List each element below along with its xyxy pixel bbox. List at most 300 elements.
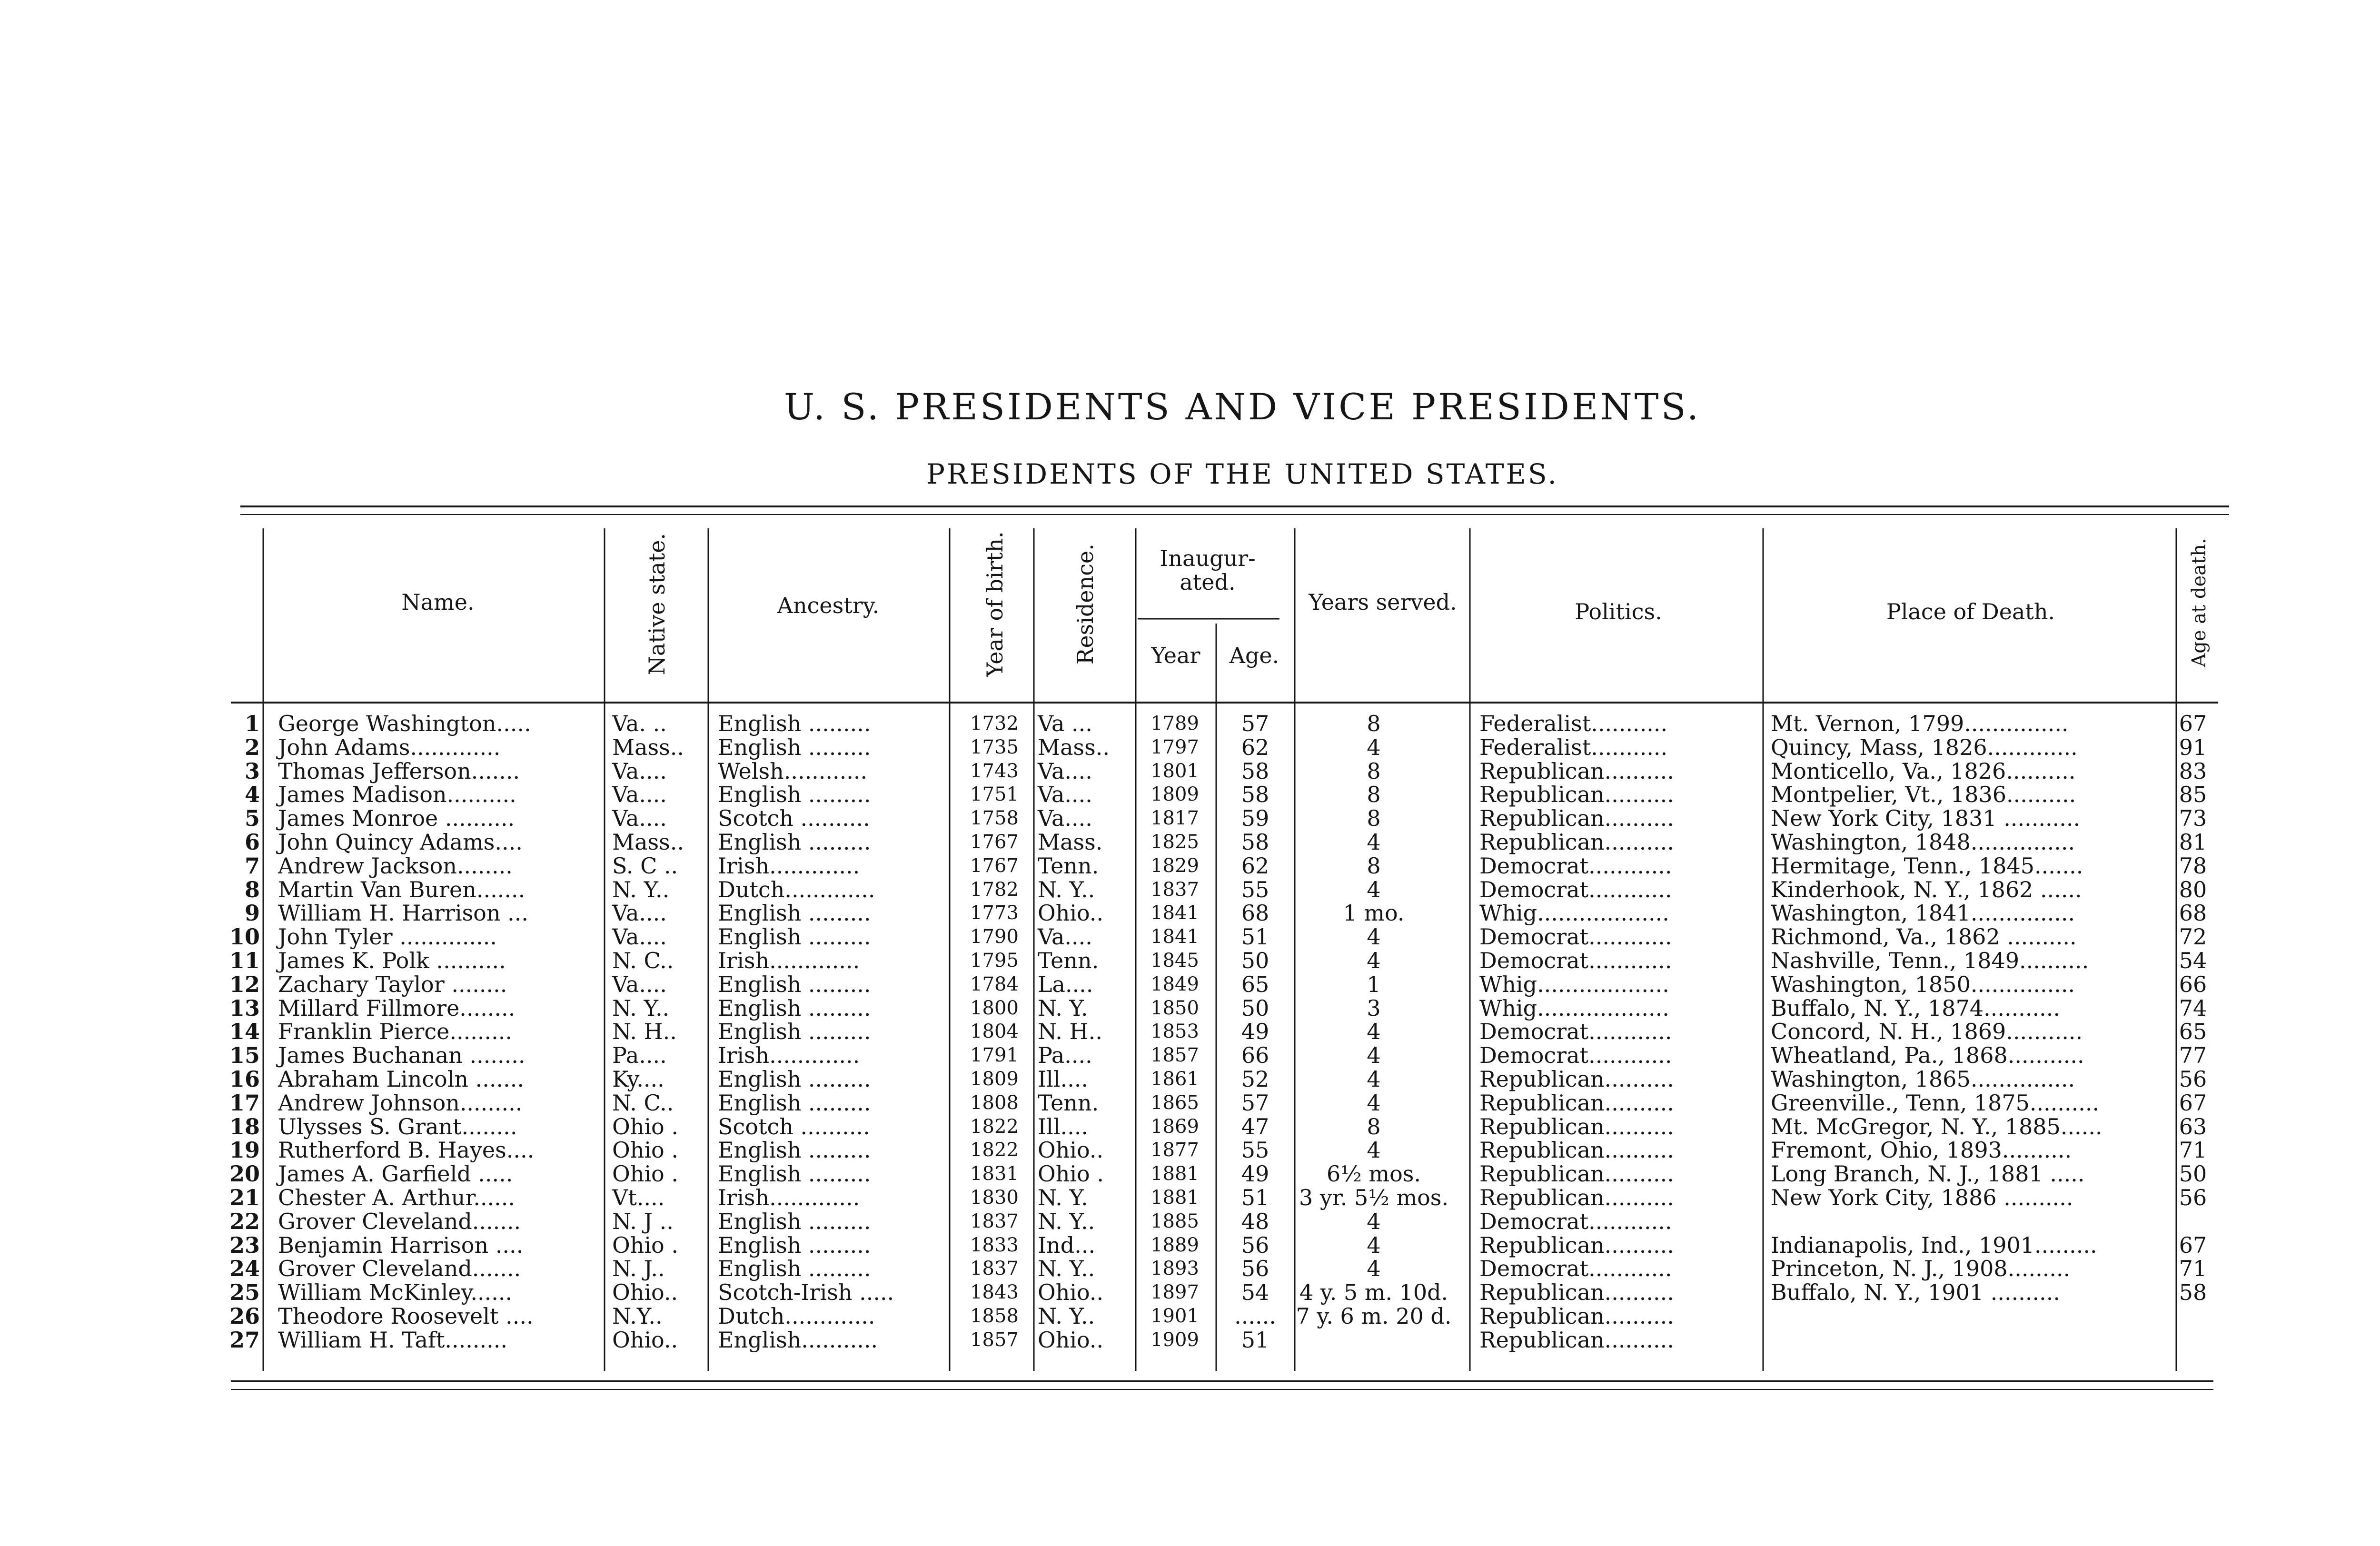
inaugurated-year: 1861 <box>1150 1068 1199 1090</box>
row-number: 15 <box>229 1042 260 1069</box>
age-at-death: 58 <box>2179 1279 2207 1306</box>
row-number: 11 <box>229 947 260 973</box>
inaugurated-age: 58 <box>1241 782 1269 808</box>
table-row <box>0 1234 2380 1258</box>
politics: Republican.......... <box>1479 1303 1674 1329</box>
politics: Republican.......... <box>1479 1137 1674 1163</box>
year-of-birth: 1822 <box>970 1139 1019 1161</box>
inaugurated-year: 1809 <box>1150 783 1199 806</box>
ancestry: Welsh............ <box>718 758 868 784</box>
ancestry: English ......... <box>718 1090 871 1116</box>
years-served: 4 <box>1367 1137 1381 1163</box>
politics: Democrat............ <box>1479 947 1672 973</box>
years-served: 4 <box>1367 924 1381 950</box>
president-name: James A. Garfield ..... <box>278 1161 513 1187</box>
table-row <box>0 1020 2380 1044</box>
years-served: 7 y. 6 m. 20 d. <box>1296 1303 1452 1329</box>
residence: Mass. <box>1038 829 1103 855</box>
residence: Va.... <box>1038 758 1092 784</box>
inaugurated-year: 1869 <box>1150 1115 1199 1138</box>
row-number: 13 <box>229 995 260 1021</box>
politics: Democrat............ <box>1479 1042 1672 1069</box>
header-year-of-birth: Year of birth. <box>982 531 1008 677</box>
inaugurated-year: 1849 <box>1150 973 1199 995</box>
inaugurated-age: 57 <box>1241 1090 1269 1116</box>
place-of-death: Long Branch, N. J., 1881 ..... <box>1771 1161 2085 1187</box>
age-at-death: 74 <box>2179 995 2207 1021</box>
president-name: James Madison.......... <box>278 782 516 808</box>
age-at-death: 71 <box>2179 1256 2207 1282</box>
year-of-birth: 1767 <box>970 854 1019 877</box>
native-state: N. C.. <box>612 1090 674 1116</box>
president-name: Grover Cleveland....... <box>278 1208 521 1234</box>
place-of-death: Montpelier, Vt., 1836.......... <box>1771 782 2076 808</box>
table-row <box>0 949 2380 973</box>
ancestry: English ......... <box>718 971 871 997</box>
native-state: Va.... <box>612 758 667 784</box>
year-of-birth: 1767 <box>970 831 1019 853</box>
years-served: 8 <box>1367 805 1381 832</box>
age-at-death: 54 <box>2179 947 2207 973</box>
residence: N. Y.. <box>1038 1208 1095 1234</box>
age-at-death: 66 <box>2179 971 2207 997</box>
age-at-death: 80 <box>2179 876 2207 902</box>
years-served: 4 <box>1367 1090 1381 1116</box>
president-name: James Monroe .......... <box>278 805 515 832</box>
header-inaugurated: Inaugur-ated. <box>1160 545 1256 595</box>
politics: Republican.......... <box>1479 1327 1674 1353</box>
politics: Republican.......... <box>1479 805 1674 832</box>
ancestry: English ......... <box>718 1019 871 1045</box>
ancestry: English ......... <box>718 1256 871 1282</box>
residence: N. Y. <box>1038 1184 1088 1210</box>
inaugurated-year: 1837 <box>1150 878 1199 901</box>
years-served: 1 <box>1367 971 1381 997</box>
year-of-birth: 1831 <box>970 1163 1019 1185</box>
years-served: 4 <box>1367 734 1381 760</box>
residence: N. H.. <box>1038 1019 1102 1045</box>
inaugurated-year: 1909 <box>1150 1328 1199 1351</box>
year-of-birth: 1809 <box>970 1068 1019 1090</box>
years-served: 4 <box>1367 1256 1381 1282</box>
ancestry: English ......... <box>718 711 871 736</box>
president-name: Ulysses S. Grant........ <box>278 1113 517 1140</box>
year-of-birth: 1773 <box>970 902 1019 924</box>
year-of-birth: 1857 <box>970 1328 1019 1351</box>
place-of-death: Quincy, Mass, 1826............. <box>1771 734 2078 760</box>
header-name: Name. <box>401 589 475 615</box>
inaugurated-age: 68 <box>1241 900 1269 926</box>
year-of-birth: 1795 <box>970 949 1019 971</box>
native-state: N. C.. <box>612 947 674 973</box>
president-name: Andrew Jackson........ <box>278 852 513 879</box>
row-number: 26 <box>229 1303 260 1329</box>
age-at-death: 71 <box>2179 1137 2207 1163</box>
politics: Republican.......... <box>1479 1232 1674 1258</box>
year-of-birth: 1808 <box>970 1091 1019 1114</box>
place-of-death: Greenville., Tenn, 1875.......... <box>1771 1090 2100 1116</box>
native-state: Va.... <box>612 805 667 832</box>
native-state: N. J .. <box>612 1208 674 1234</box>
inaugurated-year: 1897 <box>1150 1281 1199 1304</box>
table-row <box>0 1210 2380 1234</box>
president-name: James K. Polk .......... <box>278 947 506 973</box>
native-state: Pa.... <box>612 1042 667 1069</box>
inaugurated-year: 1841 <box>1150 902 1199 924</box>
inaugurated-year: 1817 <box>1150 807 1199 830</box>
years-served: 1 mo. <box>1343 900 1405 926</box>
residence: Ind... <box>1038 1232 1096 1258</box>
row-number: 25 <box>229 1279 260 1306</box>
president-name: Andrew Johnson......... <box>278 1090 523 1116</box>
residence: N. Y. <box>1038 995 1088 1021</box>
ancestry: English ......... <box>718 782 871 808</box>
president-name: Thomas Jefferson....... <box>278 758 520 784</box>
politics: Republican.......... <box>1479 1161 1674 1187</box>
inaugurated-age: 62 <box>1241 734 1269 760</box>
age-at-death: 67 <box>2179 711 2207 736</box>
native-state: N.Y.. <box>612 1303 663 1329</box>
inaugurated-age: 62 <box>1241 852 1269 879</box>
years-served: 4 <box>1367 1019 1381 1045</box>
table-title: PRESIDENTS OF THE UNITED STATES. <box>926 458 1558 490</box>
politics: Whig................... <box>1479 995 1669 1021</box>
native-state: N. H.. <box>612 1019 677 1045</box>
inaugurated-age: 50 <box>1241 947 1269 973</box>
row-number: 14 <box>229 1019 260 1045</box>
inaugurated-age: 55 <box>1241 876 1269 902</box>
years-served: 8 <box>1367 1113 1381 1140</box>
place-of-death: Buffalo, N. Y., 1901 .......... <box>1771 1279 2060 1306</box>
place-of-death: Washington, 1865............... <box>1771 1066 2075 1092</box>
president-name: Grover Cleveland....... <box>278 1256 521 1282</box>
age-at-death: 56 <box>2179 1184 2207 1210</box>
inaugurated-age: ...... <box>1234 1303 1276 1329</box>
row-number: 9 <box>244 900 260 926</box>
native-state: Mass.. <box>612 829 684 855</box>
table-row <box>0 807 2380 831</box>
ancestry: English ......... <box>718 995 871 1021</box>
table-row <box>0 854 2380 878</box>
year-of-birth: 1837 <box>970 1258 1019 1280</box>
politics: Whig................... <box>1479 900 1669 926</box>
native-state: N. Y.. <box>612 995 670 1021</box>
president-name: Theodore Roosevelt .... <box>278 1303 534 1329</box>
year-of-birth: 1833 <box>970 1234 1019 1256</box>
row-number: 3 <box>244 758 260 784</box>
residence: Ohio.. <box>1038 900 1104 926</box>
native-state: Ohio . <box>612 1137 678 1163</box>
politics: Democrat............ <box>1479 852 1672 879</box>
age-at-death: 67 <box>2179 1232 2207 1258</box>
row-number: 6 <box>244 829 260 855</box>
inaugurated-age: 55 <box>1241 1137 1269 1163</box>
row-number: 5 <box>244 805 260 832</box>
table-row <box>0 1091 2380 1115</box>
header-politics: Politics. <box>1575 599 1662 624</box>
header-inaug-year: Year <box>1151 643 1200 668</box>
years-served: 4 <box>1367 1208 1381 1234</box>
inaugurated-age: 49 <box>1241 1161 1269 1187</box>
inaugurated-age: 51 <box>1241 1184 1269 1210</box>
inaugurated-age: 59 <box>1241 805 1269 832</box>
table-row <box>0 925 2380 949</box>
place-of-death: Buffalo, N. Y., 1874........... <box>1771 995 2060 1021</box>
inaugurated-age: 54 <box>1241 1279 1269 1306</box>
row-number: 17 <box>229 1090 260 1116</box>
place-of-death: Indianapolis, Ind., 1901......... <box>1771 1232 2097 1258</box>
politics: Republican.......... <box>1479 782 1674 808</box>
age-at-death: 72 <box>2179 924 2207 950</box>
presidents-table-body <box>0 712 2380 1352</box>
age-at-death: 68 <box>2179 900 2207 926</box>
inaugurated-age: 50 <box>1241 995 1269 1021</box>
inaugurated-year: 1889 <box>1150 1234 1199 1256</box>
politics: Republican.......... <box>1479 829 1674 855</box>
age-at-death: 56 <box>2179 1066 2207 1092</box>
age-at-death: 65 <box>2179 1019 2207 1045</box>
row-number: 20 <box>229 1161 260 1187</box>
ancestry: English ......... <box>718 734 871 760</box>
president-name: John Adams............. <box>278 734 501 760</box>
row-number: 16 <box>229 1066 260 1092</box>
president-name: John Quincy Adams.... <box>278 829 523 855</box>
table-row <box>0 1044 2380 1068</box>
inaugurated-age: 58 <box>1241 829 1269 855</box>
residence: Mass.. <box>1038 734 1110 760</box>
residence: Ohio.. <box>1038 1137 1104 1163</box>
ancestry: English........... <box>718 1327 878 1353</box>
header-ancestry: Ancestry. <box>777 593 880 618</box>
residence: N. Y.. <box>1038 1303 1095 1329</box>
residence: Ill.... <box>1038 1113 1089 1140</box>
table-row <box>0 1068 2380 1091</box>
native-state: Ohio . <box>612 1232 678 1258</box>
ancestry: English ......... <box>718 829 871 855</box>
ancestry: English ......... <box>718 900 871 926</box>
year-of-birth: 1782 <box>970 878 1019 901</box>
inaugurated-year: 1881 <box>1150 1186 1199 1209</box>
residence: Ohio.. <box>1038 1279 1104 1306</box>
inaugurated-year: 1885 <box>1150 1210 1199 1232</box>
place-of-death: Kinderhook, N. Y., 1862 ...... <box>1771 876 2082 902</box>
residence: Ohio . <box>1038 1161 1104 1187</box>
row-number: 4 <box>244 782 260 808</box>
years-served: 4 y. 5 m. 10d. <box>1299 1279 1448 1306</box>
inaugurated-year: 1841 <box>1150 926 1199 948</box>
years-served: 4 <box>1367 1232 1381 1258</box>
age-at-death: 77 <box>2179 1042 2207 1069</box>
year-of-birth: 1732 <box>970 713 1019 734</box>
inaugurated-age: 65 <box>1241 971 1269 997</box>
residence: Tenn. <box>1038 852 1099 879</box>
ancestry: Scotch .......... <box>718 1113 870 1140</box>
year-of-birth: 1791 <box>970 1044 1019 1067</box>
row-number: 23 <box>229 1232 260 1258</box>
table-row <box>0 1115 2380 1139</box>
age-at-death: 83 <box>2179 758 2207 784</box>
president-name: George Washington..... <box>278 711 531 736</box>
years-served: 8 <box>1367 852 1381 879</box>
table-row <box>0 1281 2380 1305</box>
age-at-death: 50 <box>2179 1161 2207 1187</box>
age-at-death: 67 <box>2179 1090 2207 1116</box>
residence: N. Y.. <box>1038 876 1095 902</box>
year-of-birth: 1784 <box>970 973 1019 995</box>
header-place-of-death: Place of Death. <box>1886 599 2055 624</box>
residence: N. Y.. <box>1038 1256 1095 1282</box>
row-number: 7 <box>244 852 260 879</box>
residence: Ohio.. <box>1038 1327 1104 1353</box>
years-served: 8 <box>1367 758 1381 784</box>
inaugurated-year: 1850 <box>1150 997 1199 1019</box>
years-served: 4 <box>1367 876 1381 902</box>
residence: Va.... <box>1038 805 1092 832</box>
inaugurated-age: 58 <box>1241 758 1269 784</box>
residence: Tenn. <box>1038 947 1099 973</box>
table-row <box>0 1305 2380 1328</box>
politics: Democrat............ <box>1479 1019 1672 1045</box>
inaugurated-age: 47 <box>1241 1113 1269 1140</box>
politics: Republican.......... <box>1479 1066 1674 1092</box>
inaugurated-age: 56 <box>1241 1232 1269 1258</box>
year-of-birth: 1790 <box>970 926 1019 948</box>
place-of-death: Princeton, N. J., 1908......... <box>1771 1256 2071 1282</box>
table-row <box>0 831 2380 854</box>
years-served: 4 <box>1367 947 1381 973</box>
inaugurated-age: 57 <box>1241 711 1269 736</box>
table-row <box>0 1162 2380 1186</box>
inaugurated-year: 1853 <box>1150 1021 1199 1043</box>
native-state: N. J.. <box>612 1256 665 1282</box>
age-at-death: 81 <box>2179 829 2207 855</box>
table-row <box>0 902 2380 925</box>
inaugurated-year: 1829 <box>1150 854 1199 877</box>
ancestry: English ......... <box>718 1208 871 1234</box>
ancestry: Irish............. <box>718 1042 860 1069</box>
row-number: 21 <box>229 1184 260 1210</box>
place-of-death: Fremont, Ohio, 1893.......... <box>1771 1137 2072 1163</box>
politics: Democrat............ <box>1479 924 1672 950</box>
president-name: William H. Taft......... <box>278 1327 507 1353</box>
residence: Va.... <box>1038 924 1092 950</box>
place-of-death: Wheatland, Pa., 1868........... <box>1771 1042 2084 1069</box>
residence: Va ... <box>1038 711 1092 736</box>
president-name: James Buchanan ........ <box>278 1042 526 1069</box>
ancestry: Scotch-Irish ..... <box>718 1279 894 1306</box>
politics: Federalist........... <box>1479 711 1668 736</box>
politics: Democrat............ <box>1479 876 1672 902</box>
table-row <box>0 878 2380 902</box>
residence: Va.... <box>1038 782 1092 808</box>
inaugurated-year: 1797 <box>1150 736 1199 758</box>
place-of-death: New York City, 1831 ........... <box>1771 805 2081 832</box>
inaugurated-year: 1893 <box>1150 1258 1199 1280</box>
years-served: 4 <box>1367 1042 1381 1069</box>
inaugurated-age: 56 <box>1241 1256 1269 1282</box>
ancestry: English ......... <box>718 1066 871 1092</box>
place-of-death: New York City, 1886 .......... <box>1771 1184 2073 1210</box>
president-name: Zachary Taylor ........ <box>278 971 507 997</box>
header-years-served: Years served. <box>1309 589 1457 615</box>
native-state: Ky.... <box>612 1066 664 1092</box>
inaugurated-year: 1801 <box>1150 760 1199 782</box>
residence: Tenn. <box>1038 1090 1099 1116</box>
inaugurated-year: 1881 <box>1150 1163 1199 1185</box>
native-state: Va.... <box>612 971 667 997</box>
ancestry: English ......... <box>718 1137 871 1163</box>
table-row <box>0 1328 2380 1352</box>
row-number: 18 <box>229 1113 260 1140</box>
year-of-birth: 1858 <box>970 1305 1019 1327</box>
years-served: 8 <box>1367 782 1381 808</box>
ancestry: English ......... <box>718 1232 871 1258</box>
president-name: Chester A. Arthur...... <box>278 1184 516 1210</box>
president-name: Rutherford B. Hayes.... <box>278 1137 535 1163</box>
politics: Republican.......... <box>1479 1279 1674 1306</box>
native-state: Va.... <box>612 924 667 950</box>
residence: Ill.... <box>1038 1066 1089 1092</box>
place-of-death: Washington, 1841............... <box>1771 900 2075 926</box>
table-row <box>0 1139 2380 1162</box>
header-residence: Residence. <box>1072 544 1098 665</box>
table-row <box>0 712 2380 736</box>
native-state: Mass.. <box>612 734 684 760</box>
table-row <box>0 783 2380 807</box>
native-state: Va. .. <box>612 711 667 736</box>
year-of-birth: 1743 <box>970 760 1019 782</box>
inaugurated-year: 1901 <box>1150 1305 1199 1327</box>
president-name: William McKinley...... <box>278 1279 513 1306</box>
table-row <box>0 1257 2380 1281</box>
place-of-death: Mt. Vernon, 1799............... <box>1771 711 2069 736</box>
native-state: Ohio.. <box>612 1279 678 1306</box>
ancestry: Dutch............. <box>718 1303 875 1329</box>
row-number: 24 <box>229 1256 260 1282</box>
place-of-death: Richmond, Va., 1862 .......... <box>1771 924 2077 950</box>
inaugurated-age: 48 <box>1241 1208 1269 1234</box>
row-number: 12 <box>229 971 260 997</box>
residence: La.... <box>1038 971 1093 997</box>
year-of-birth: 1758 <box>970 807 1019 830</box>
inaugurated-year: 1789 <box>1150 713 1199 734</box>
year-of-birth: 1822 <box>970 1115 1019 1138</box>
place-of-death: Hermitage, Tenn., 1845....... <box>1771 852 2083 879</box>
ancestry: Scotch .......... <box>718 805 870 832</box>
year-of-birth: 1751 <box>970 783 1019 806</box>
place-of-death: Concord, N. H., 1869........... <box>1771 1019 2083 1045</box>
politics: Republican.......... <box>1479 1184 1674 1210</box>
native-state: Va.... <box>612 782 667 808</box>
inaugurated-age: 52 <box>1241 1066 1269 1092</box>
years-served: 4 <box>1367 829 1381 855</box>
inaugurated-year: 1857 <box>1150 1044 1199 1067</box>
president-name: Franklin Pierce......... <box>278 1019 512 1045</box>
politics: Democrat............ <box>1479 1256 1672 1282</box>
inaugurated-year: 1825 <box>1150 831 1199 853</box>
page-title: U. S. PRESIDENTS AND VICE PRESIDENTS. <box>783 386 1701 428</box>
age-at-death: 63 <box>2179 1113 2207 1140</box>
row-number: 2 <box>244 734 260 760</box>
politics: Republican.......... <box>1479 758 1674 784</box>
native-state: Vt.... <box>612 1184 665 1210</box>
place-of-death: Washington, 1848............... <box>1771 829 2075 855</box>
inaugurated-age: 51 <box>1241 1327 1269 1353</box>
table-row <box>0 736 2380 760</box>
president-name: Benjamin Harrison .... <box>278 1232 524 1258</box>
years-served: 4 <box>1367 1066 1381 1092</box>
native-state: Ohio . <box>612 1113 678 1140</box>
